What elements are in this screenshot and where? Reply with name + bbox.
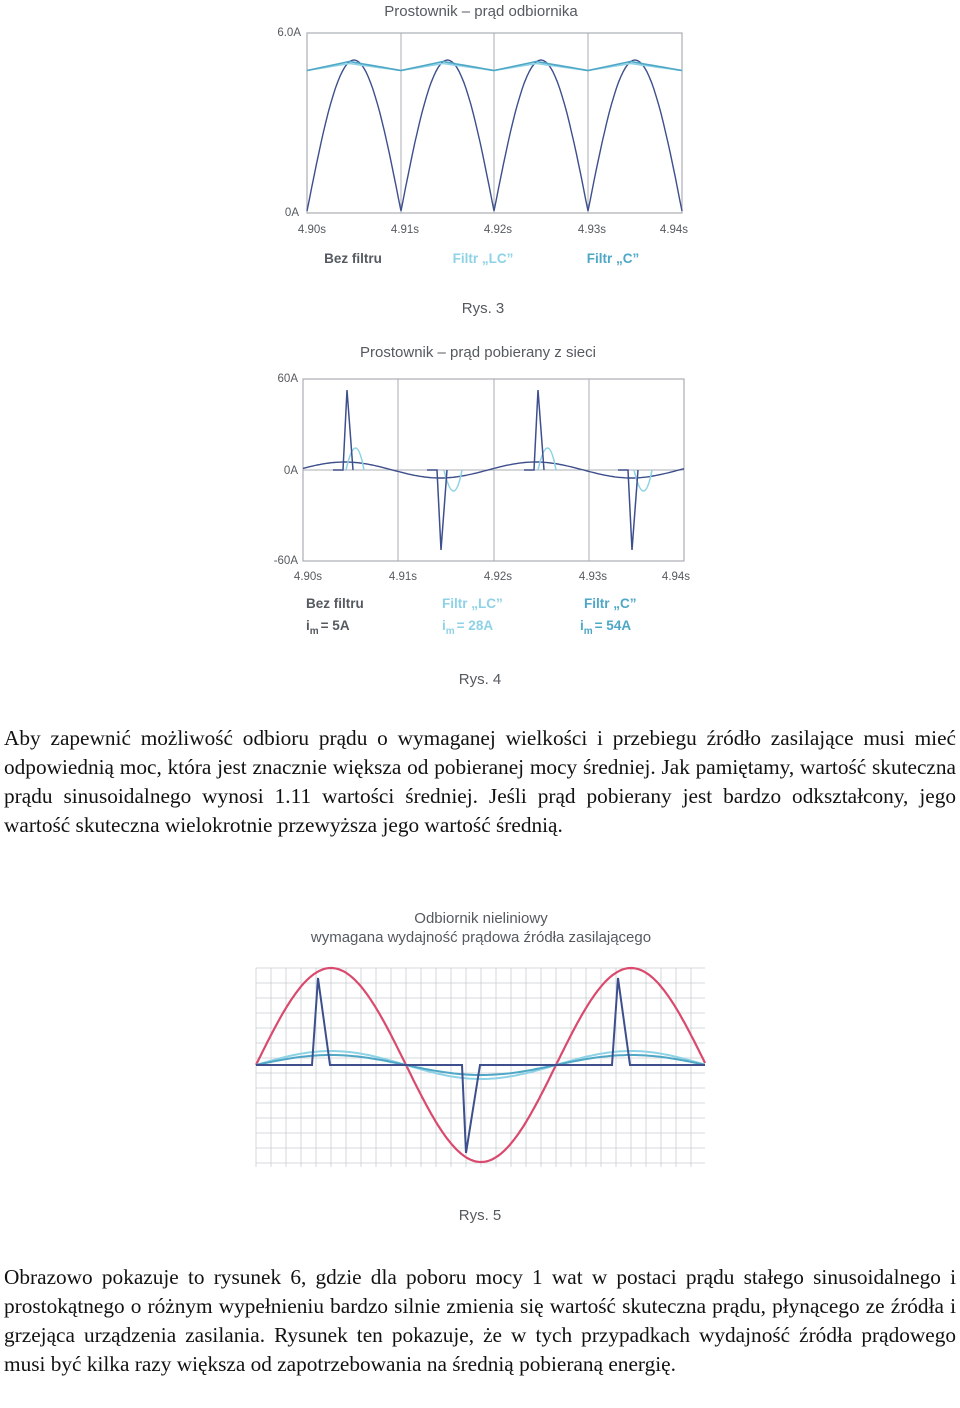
figure-5-title-line-1: Odbiornik nieliniowy xyxy=(414,910,548,927)
legend-filtr-c: Filtr „C” xyxy=(584,596,637,611)
figure-5-caption: Rys. 5 xyxy=(458,1207,502,1224)
x-tick-label: 4.91s xyxy=(388,571,418,583)
x-tick-label: 4.92s xyxy=(483,571,513,583)
figure-3 xyxy=(0,0,960,330)
legend-bez-filtru: Bez filtru xyxy=(324,251,382,266)
figure-3-chart xyxy=(0,0,960,330)
figure-5-chart xyxy=(0,895,960,1240)
legend-filtr-lc: Filtr „LC” xyxy=(442,596,503,611)
x-tick-label: 4.93s xyxy=(578,571,608,583)
paragraph-1: Aby zapewnić możliwość odbioru prądu o wymaganej wielkości i przebiegu źródło zasilające musi mieć odpowiednią moc, która jest znacznie większa od pobieranej mocy średniej. Jak pamiętamy, wartość skuteczna prądu sinusoidalnego wynosi 1.11 wartości średniej. Jeśli prąd pobierany jest bardzo odkształcony, jego wartość skuteczna wielokrotnie przewyższa jego wartość średnią. xyxy=(4,726,956,837)
x-tick-label: 4.90s xyxy=(293,571,323,583)
x-tick-label: 4.91s xyxy=(390,224,420,236)
paragraph-2: Obrazowo pokazuje to rysunek 6, gdzie dla poboru mocy 1 wat w postaci prądu stałego sinusoidalnego i prostokątnego o różnym wypełnieniu bardzo silnie zmienia się wartość skuteczna prądu, płynącego ze źródła i grzejąca urządzenia zasilania. Rysunek ten pokazuje, że w tych przypadkach wydajność źródła prądowego musi być kilka razy większa od zapotrzebowania na średnią pobieraną energię. xyxy=(4,1265,956,1376)
legend-bez-filtru-im: im = 5A xyxy=(306,618,350,637)
legend-bez-filtru: Bez filtru xyxy=(306,596,364,611)
figure-5 xyxy=(0,895,960,1240)
figure-5-title-line-2: wymagana wydajność prądowa źródła zasilającego xyxy=(310,929,652,946)
legend-filtr-lc-im: im = 28A xyxy=(442,618,494,637)
figure-4 xyxy=(0,330,960,700)
figure-4-caption: Rys. 4 xyxy=(458,671,502,688)
x-tick-label: 4.90s xyxy=(297,224,327,236)
y-tick-label: 6.0A xyxy=(277,27,301,39)
figure-3-caption: Rys. 3 xyxy=(461,300,505,317)
x-tick-label: 4.92s xyxy=(483,224,513,236)
x-tick-label: 4.93s xyxy=(577,224,607,236)
figure-4-title: Prostownik – prąd pobierany z sieci xyxy=(360,344,596,361)
y-tick-label: 0A xyxy=(283,465,298,477)
legend-filtr-lc: Filtr „LC” xyxy=(452,251,514,266)
y-tick-label: 0A xyxy=(284,207,299,219)
figure-4-chart xyxy=(0,330,960,700)
y-tick-label: 60A xyxy=(277,373,298,385)
x-tick-label: 4.94s xyxy=(661,571,691,583)
series-pulse-current-line xyxy=(256,978,705,1153)
legend-filtr-c: Filtr „C” xyxy=(586,251,640,266)
x-tick-label: 4.94s xyxy=(659,224,689,236)
figure-3-title: Prostownik – prąd odbiornika xyxy=(384,3,578,20)
legend-filtr-c-im: im = 54A xyxy=(580,618,632,637)
y-tick-label: -60A xyxy=(273,555,298,567)
